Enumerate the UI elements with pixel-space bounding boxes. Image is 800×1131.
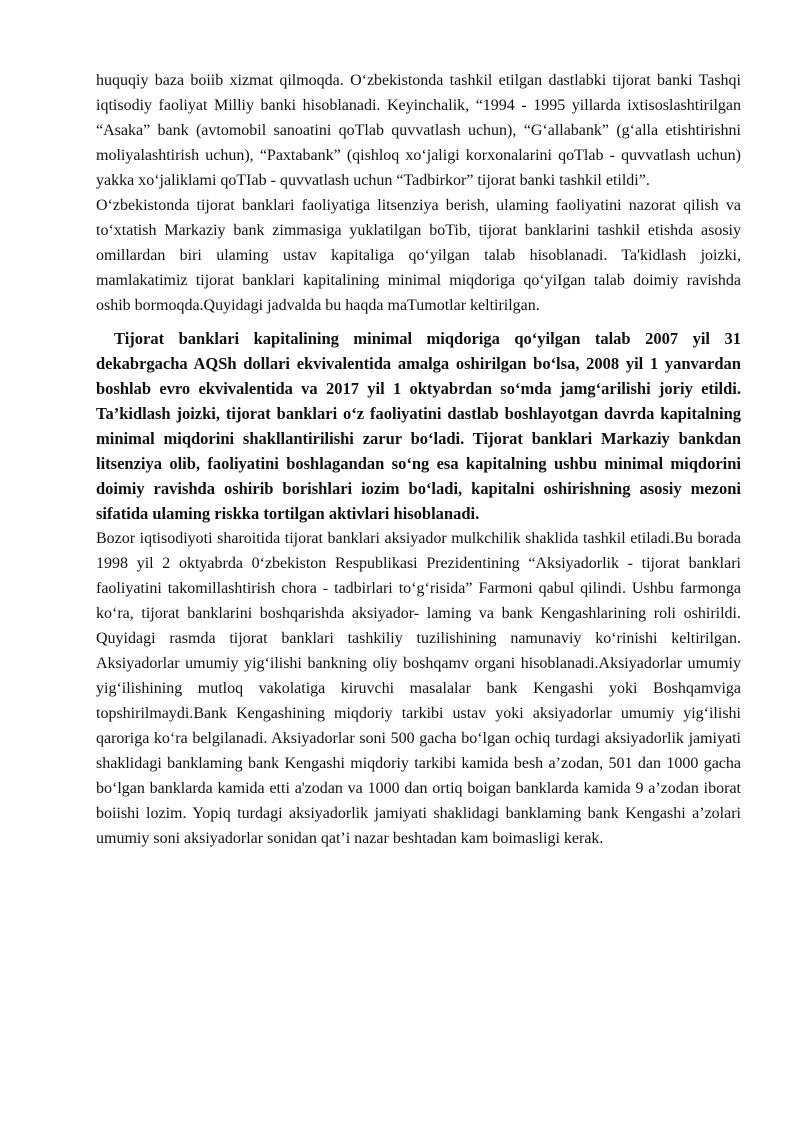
paragraph-bank-history: huquqiy baza boiib xizmat qilmoqda. O‘zbekistonda tashkil etilgan dastlabki tijorat banki Tashqi iqtisodiy faoliyat Milliy banki hisoblanadi. Keyinchalik, “1994 - 1995 yillarda ixtisoslashtirilgan “Asaka” bank (avtomobil sanoatini qoTlab quvvatlash uchun), “G‘allabank” (g‘alla etishtirishni moliyalashtirish uchun), “Paxtabank” (qishloq xo‘jaligi korxonalarini qoTlab - quvvatlash uchun) yakka xo‘jaliklami qoTIab - quvvatlash uchun “Tadbirkor” tijorat banki tashkil etildi”. [96, 72, 741, 189]
paragraph-licensing: O‘zbekistonda tijorat banklari faoliyatiga litsenziya berish, ulaming faoliyatini nazorat qilish va to‘xtatish Markaziy bank zimmasiga yuklatilgan boTib, tijorat banklarini tashkil etishda asosiy omillardan biri ulaming ustav kapitaliga qo‘yilgan talab hisoblanadi. Ta'kidlash joizki, mamlakatimiz tijorat banklari kapitalining minimal miqdoriga qo‘yiIgan talab doimiy ravishda oshib bormoqda.Quyidagi jadvalda bu haqda maTumotlar keltirilgan. [96, 197, 741, 314]
document-page [96, 68, 741, 851]
paragraph-capital-requirements: Tijorat banklari kapitalining minimal miqdoriga qo‘yilgan talab 2007 yil 31 dekabrgacha AQSh dollari ekvivalentida amalga oshirilgan bo‘lsa, 2008 yil 1 yanvardan boshlab evro ekvivalentida va 2017 yil 1 oktyabrdan so‘mda jamg‘arilishi joriy etildi. Ta’kidlash joizki, tijorat banklari o‘z faoliyatini dastlab boshlayotgan davrda kapitalning minimal miqdorini shakllantirilishi zarur bo‘ladi. Tijorat banklari Markaziy bankdan litsenziya olib, faoliyatini boshlagandan so‘ng esa kapitalning ushbu minimal miqdorini doimiy ravishda oshirib borishlari iozim bo‘ladi, kapitalni oshirishning asosiy mezoni sifatida ulaming riskka tortilgan aktivlari hisoblanadi. [96, 329, 741, 523]
paragraph-shareholders: Bozor iqtisodiyoti sharoitida tijorat banklari aksiyador mulkchilik shaklida tashkil etiladi.Bu borada 1998 yil 2 oktyabrda 0‘zbekiston Respublikasi Prezidentining “Aksiyadorlik - tijorat banklari faoliyatini takomillashtirish chora - tadbirlari to‘g‘risida” Farmoni qabul qilindi. Ushbu farmonga ko‘ra, tijorat banklarini boshqarishda aksiyador- laming va bank Kengashlarining roli oshirildi. Quyidagi rasmda tijorat banklari tashkiliy tuzilishining namunaviy ko‘rinishi keltirilgan. Aksiyadorlar umumiy yig‘ilishi bankning oliy boshqamv organi hisoblanadi.Aksiyadorlar umumiy yig‘ilishining mutloq vakolatiga kiruvchi masalalar bank Kengashi yoki Boshqamviga topshirilmaydi.Bank Kengashining miqdoriy tarkibi ustav yoki aksiyadorlar umumiy yig‘ilishi qaroriga ko‘ra belgilanadi. Aksiyadorlar soni 500 gacha bo‘lgan ochiq turdagi aksiyadorlik jamiyati shaklidagi banklaming bank Kengashi miqdoriy tarkibi kamida besh a’zodan, 501 dan 1000 gacha bo‘lgan banklarda kamida etti a'zodan va 1000 dan ortiq boigan banklarda kamida 9 a’zodan iborat boiishi lozim. Yopiq turdagi aksiyadorlik jamiyati shaklidagi banklaming bank Kengashi a’zolari umumiy soni aksiyadorlar sonidan qat’i nazar beshtadan kam boimasligi kerak. [96, 530, 741, 847]
